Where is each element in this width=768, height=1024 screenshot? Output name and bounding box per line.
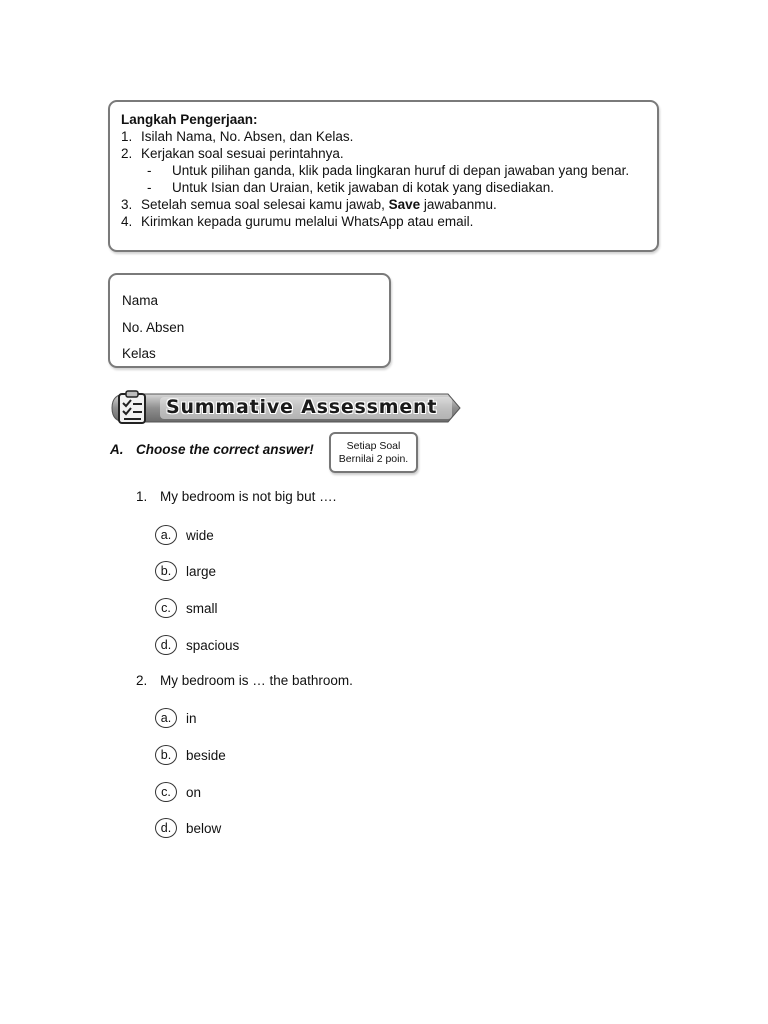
step-text: Kirimkan kepada gurumu melalui WhatsApp atau email. [141,214,474,229]
instruction-substep-1 [121,162,646,179]
q2-option-b[interactable] [155,744,226,766]
question-1 [136,489,336,504]
instruction-substep-2 [121,179,646,196]
q2-option-d[interactable] [155,817,221,839]
step-text: Kerjakan soal sesuai perintahnya. [141,146,344,161]
q1-option-b[interactable] [155,560,216,582]
instruction-step-4 [121,213,646,230]
instructions-title: Langkah Pengerjaan: [121,112,258,127]
q2-option-a[interactable] [155,707,197,729]
question-number: 2. [136,673,148,688]
section-instruction: Choose the correct answer! [136,442,314,457]
substep-dash: - [147,180,152,195]
question-text: My bedroom is not big but …. [160,489,337,504]
section-heading [110,442,314,457]
q1-option-d[interactable] [155,634,239,656]
q2-option-c[interactable] [155,781,201,803]
option-text: large [186,563,217,579]
instructions-box [108,100,659,252]
option-circle-d[interactable]: d. [155,818,177,838]
option-circle-b[interactable]: b. [155,561,177,581]
points-line-1: Setiap Soal [346,440,401,452]
option-text: beside [186,747,226,763]
option-circle-c[interactable]: c. [155,782,177,802]
q1-option-a[interactable] [155,524,214,546]
option-text: wide [186,527,214,543]
student-identity-box [108,273,391,368]
step-number: 3. [121,197,133,212]
question-2 [136,673,353,688]
substep-text: Untuk pilihan ganda, klik pada lingkaran huruf di depan jawaban yang benar. [172,163,630,178]
banner-title: Summative Assessment [166,396,438,418]
points-line-2: Bernilai 2 poin. [338,453,409,465]
option-text: on [186,784,202,800]
points-badge [329,432,418,473]
question-number: 1. [136,489,148,504]
name-label: Nama [122,293,159,308]
substep-text: Untuk Isian dan Uraian, ketik jawaban di kotak yang disediakan. [172,180,554,195]
option-circle-b[interactable]: b. [155,745,177,765]
question-text: My bedroom is … the bathroom. [160,673,353,688]
option-circle-c[interactable]: c. [155,598,177,618]
instruction-step-2 [121,145,646,162]
step-number: 4. [121,214,133,229]
option-text: below [186,820,222,836]
q1-option-c[interactable] [155,597,218,619]
option-circle-a[interactable]: a. [155,708,177,728]
substep-dash: - [147,163,152,178]
instruction-step-1 [121,128,646,145]
step-text: Setelah semua soal selesai kamu jawab, [141,197,389,212]
option-circle-d[interactable]: d. [155,635,177,655]
step-text-end: jawabanmu. [420,197,497,212]
option-text: spacious [186,637,240,653]
save-keyword: Save [388,197,421,212]
instruction-step-3 [121,196,646,213]
step-text: Isilah Nama, No. Absen, dan Kelas. [141,129,354,144]
absen-label: No. Absen [122,319,185,335]
option-circle-a[interactable]: a. [155,525,177,545]
option-text: in [186,710,197,726]
section-letter: A. [110,442,124,457]
summative-assessment-banner [108,388,466,428]
checklist-clipboard-icon [114,390,154,426]
step-number: 2. [121,146,133,161]
class-label: Kelas [122,346,156,361]
step-number: 1. [121,129,133,144]
option-text: small [186,600,218,616]
